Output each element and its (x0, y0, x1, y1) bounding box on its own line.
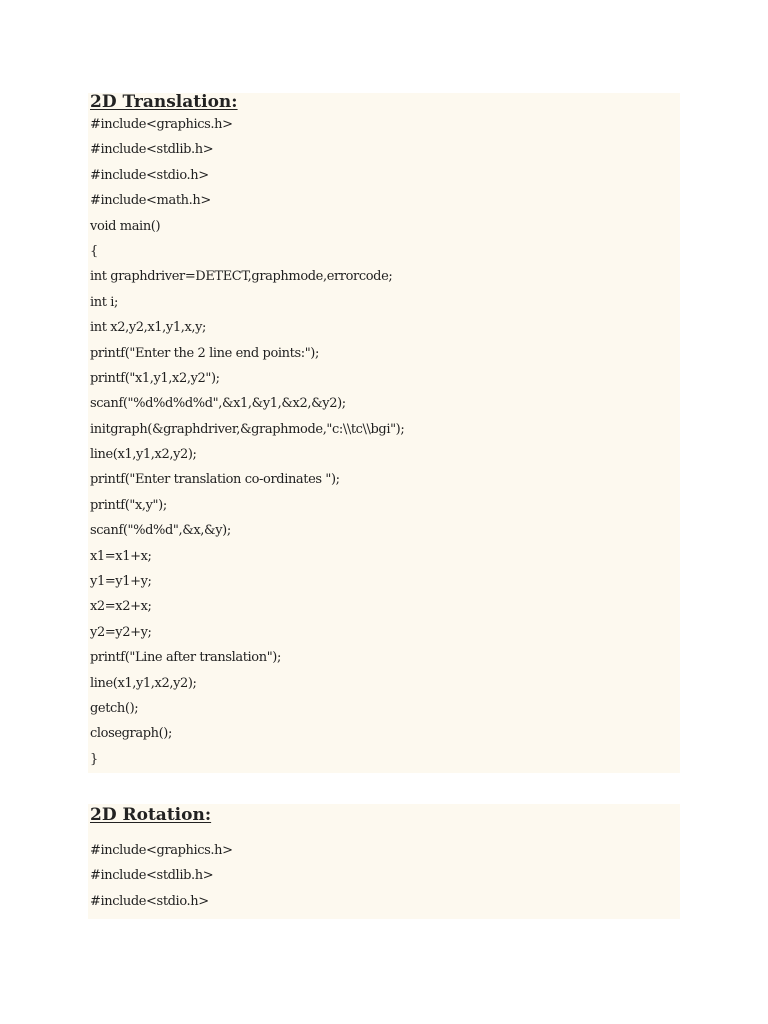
code-line: scanf("%d%d",&x,&y); (90, 523, 231, 539)
code-line: printf("x1,y1,x2,y2"); (90, 370, 220, 386)
code-line: void main() (90, 218, 161, 234)
code-line: initgraph(&graphdriver,&graphmode,"c:\\tc\\bgi"); (90, 421, 405, 437)
code-line: int i; (90, 294, 119, 310)
code-line: #include<stdio.h> (90, 167, 209, 183)
code-line: closegraph(); (90, 726, 172, 742)
code-line: int graphdriver=DETECT,graphmode,errorcode; (90, 269, 393, 285)
code-line: #include<graphics.h> (90, 843, 233, 858)
code-line: y1=y1+y; (90, 574, 152, 590)
rotation-code-block (90, 838, 680, 914)
code-line: line(x1,y1,x2,y2); (90, 675, 197, 691)
rotation-section (88, 804, 680, 919)
code-line: y2=y2+y; (90, 624, 152, 640)
rotation-heading: 2D Rotation: (90, 805, 212, 825)
code-line: printf("Enter the 2 line end points:"); (90, 345, 319, 361)
code-line: #include<stdlib.h> (90, 142, 214, 158)
code-line: printf("Enter translation co-ordinates "); (90, 472, 340, 488)
code-line: #include<math.h> (90, 193, 211, 209)
code-line: x2=x2+x; (90, 599, 152, 615)
translation-section (88, 93, 680, 773)
code-line: #include<graphics.h> (90, 117, 233, 132)
code-line: printf("x,y"); (90, 497, 167, 513)
translation-code-block (90, 112, 680, 772)
code-line: int x2,y2,x1,y1,x,y; (90, 320, 207, 336)
code-line: #include<stdio.h> (90, 893, 209, 909)
code-line: getch(); (90, 700, 139, 716)
code-line: #include<stdlib.h> (90, 868, 214, 884)
code-line: line(x1,y1,x2,y2); (90, 447, 197, 463)
code-line: { (90, 243, 98, 259)
code-line: printf("Line after translation"); (90, 650, 281, 666)
code-line: x1=x1+x; (90, 548, 152, 564)
code-line: scanf("%d%d%d%d",&x1,&y1,&x2,&y2); (90, 396, 346, 412)
code-line: } (90, 751, 98, 767)
translation-heading: 2D Translation: (90, 92, 238, 112)
